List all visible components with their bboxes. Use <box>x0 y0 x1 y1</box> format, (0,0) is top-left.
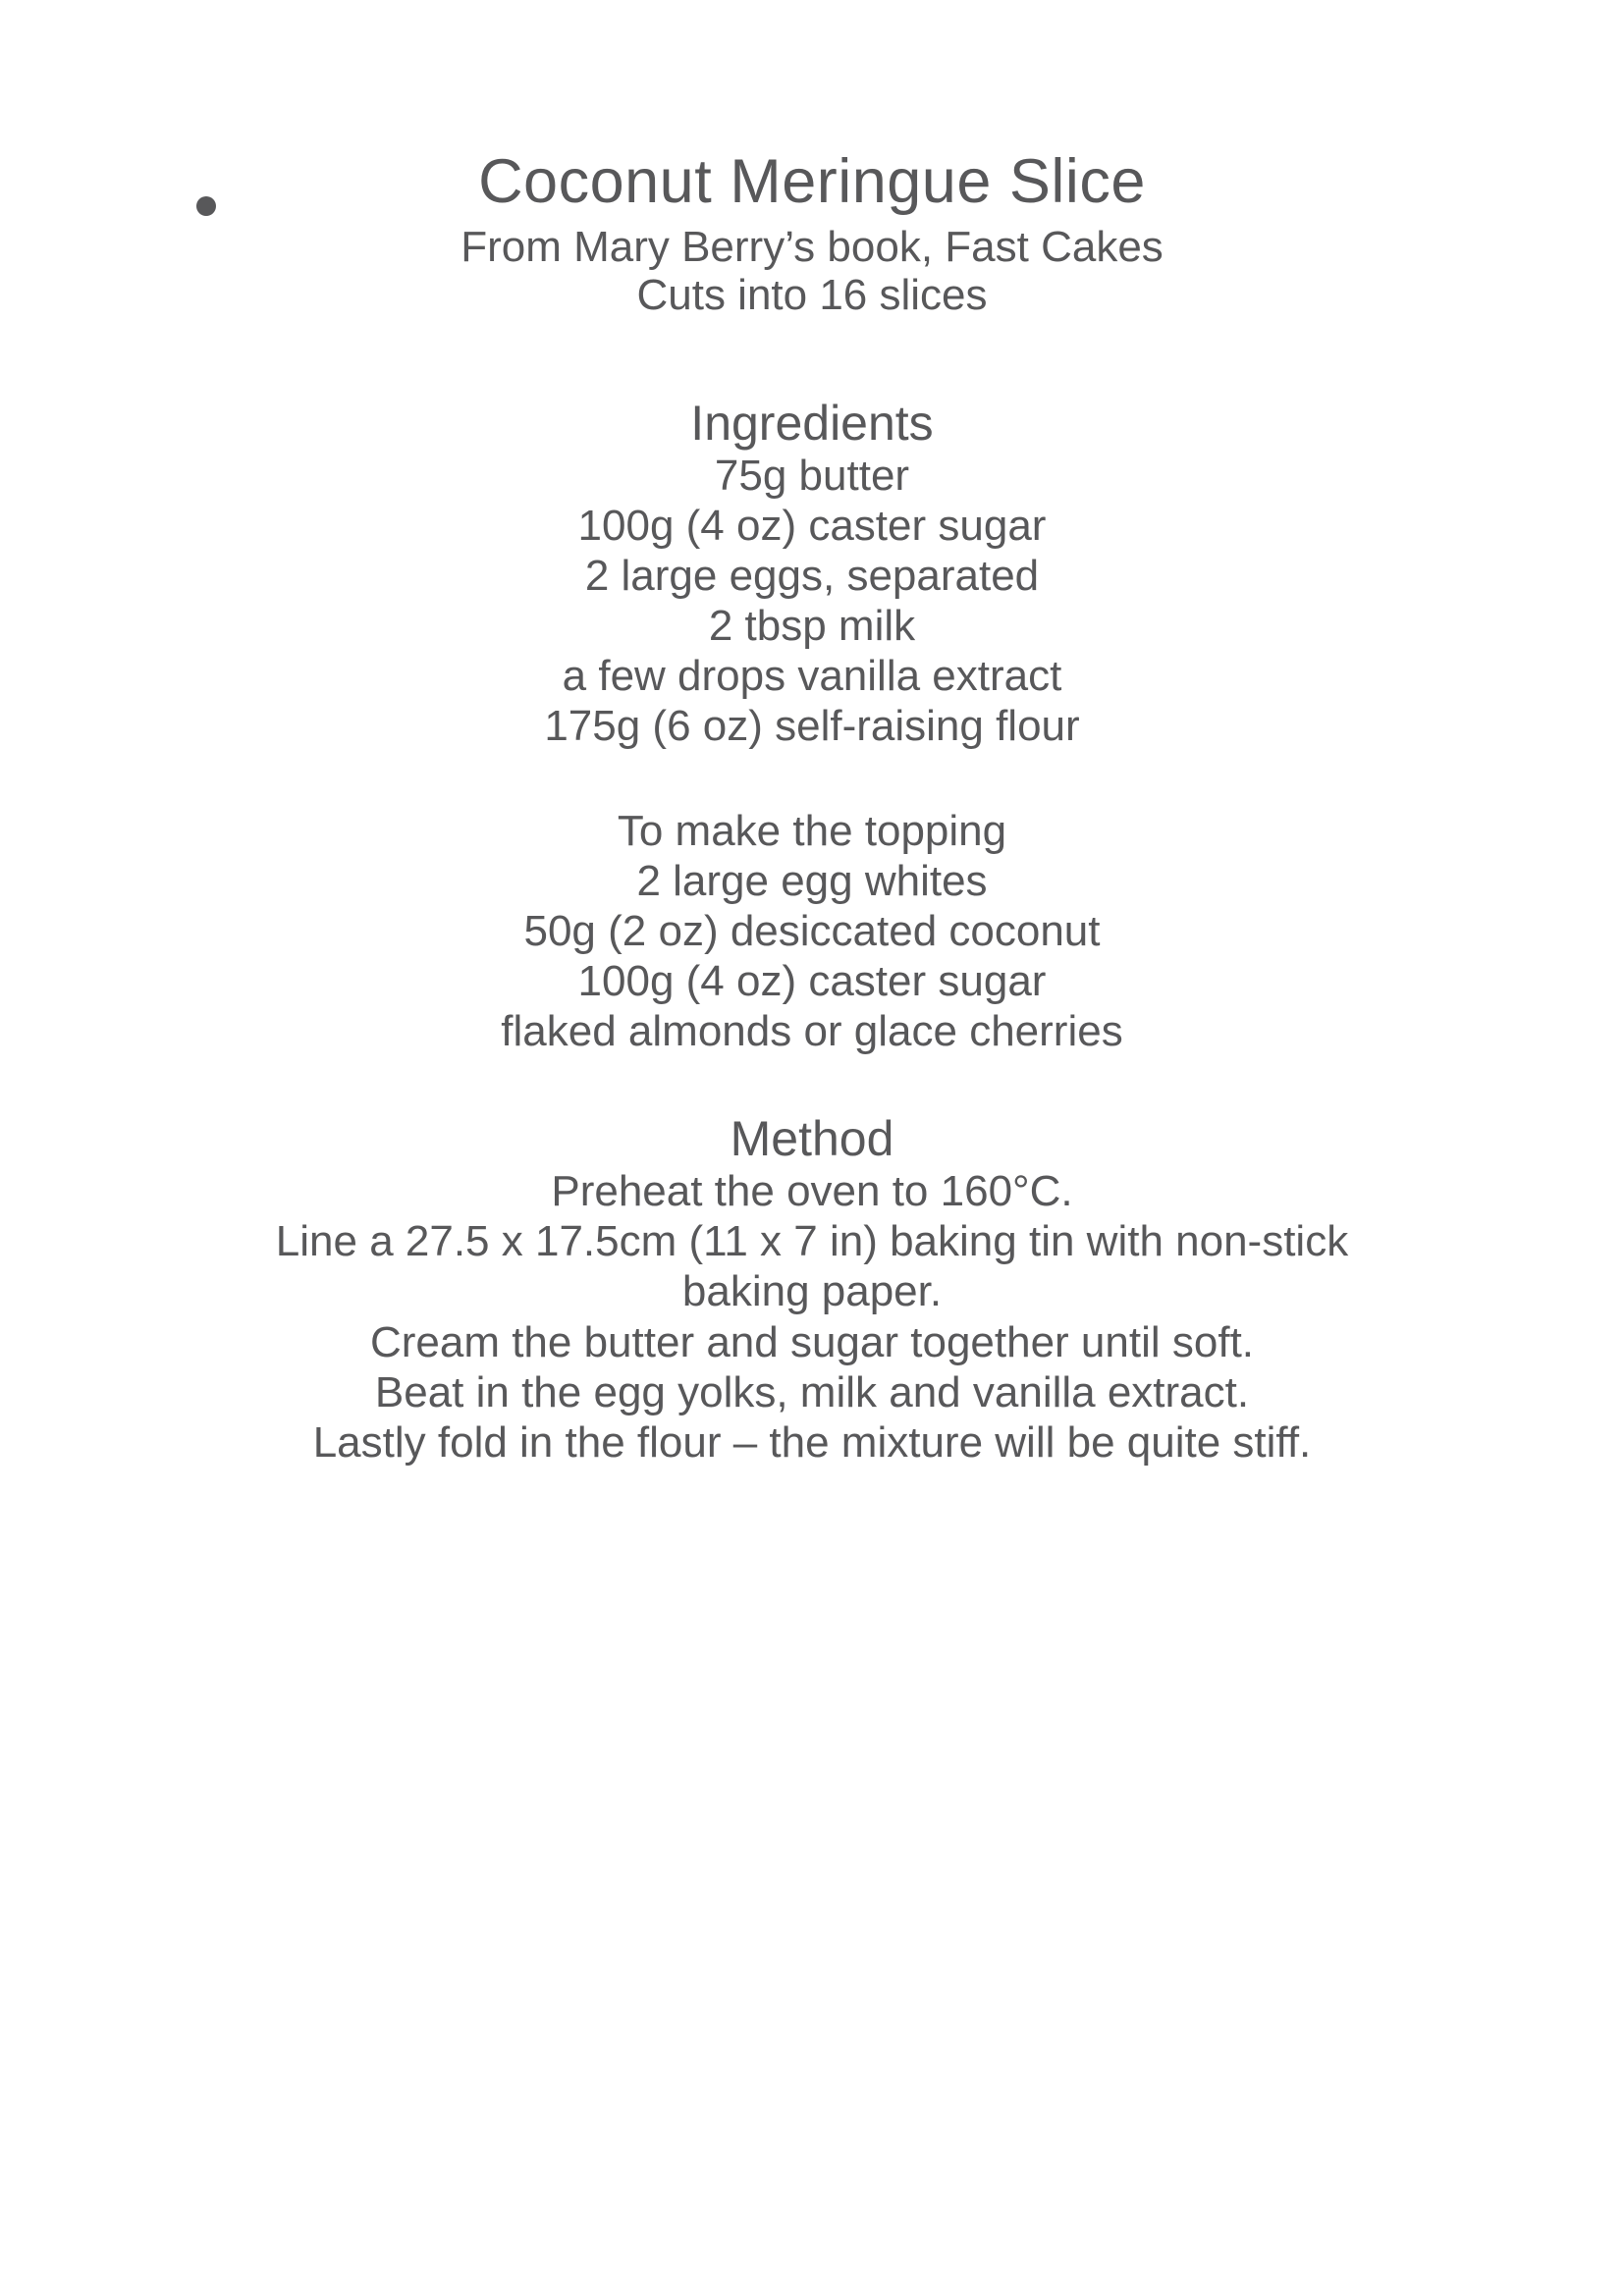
section-method <box>213 1111 1411 1467</box>
page-title: Coconut Meringue Slice <box>478 147 1146 216</box>
ingredient-line: 100g (4 oz) caster sugar <box>577 502 1047 551</box>
recipe-content <box>213 147 1411 1468</box>
topping-line: 100g (4 oz) caster sugar <box>577 957 1047 1006</box>
spacer <box>213 751 1411 806</box>
ingredient-line: a few drops vanilla extract <box>562 652 1062 701</box>
recipe-source: From Mary Berry’s book, Fast Cakes <box>460 222 1164 271</box>
topping-line: flaked almonds or glace cherries <box>501 1007 1123 1056</box>
ingredient-line: 2 large eggs, separated <box>584 552 1040 601</box>
method-line: Cream the butter and sugar together until soft. <box>369 1317 1255 1366</box>
ingredient-line: 2 tbsp milk <box>708 602 916 651</box>
method-line: Line a 27.5 x 17.5cm (11 x 7 in) baking tin with non-stick baking paper. <box>275 1217 1349 1316</box>
topping-line: 2 large egg whites <box>636 857 988 906</box>
ingredient-line: 175g (6 oz) self-raising flour <box>544 702 1080 751</box>
section-heading-ingredients: Ingredients <box>690 396 934 452</box>
spacer <box>213 319 1411 396</box>
section-heading-topping: To make the topping <box>617 807 1007 856</box>
topping-line: 50g (2 oz) desiccated coconut <box>523 907 1101 956</box>
section-topping <box>213 806 1411 1056</box>
method-line: Lastly fold in the flour – the mixture will be quite stiff. <box>312 1417 1312 1467</box>
recipe-yield: Cuts into 16 slices <box>636 270 988 319</box>
method-line: Preheat the oven to 160°C. <box>551 1167 1073 1216</box>
section-heading-method: Method <box>730 1111 894 1167</box>
spacer <box>213 1056 1411 1111</box>
section-ingredients <box>213 396 1411 751</box>
ingredient-line: 75g butter <box>714 452 910 501</box>
method-line: Beat in the egg yolks, milk and vanilla extract. <box>374 1367 1250 1416</box>
